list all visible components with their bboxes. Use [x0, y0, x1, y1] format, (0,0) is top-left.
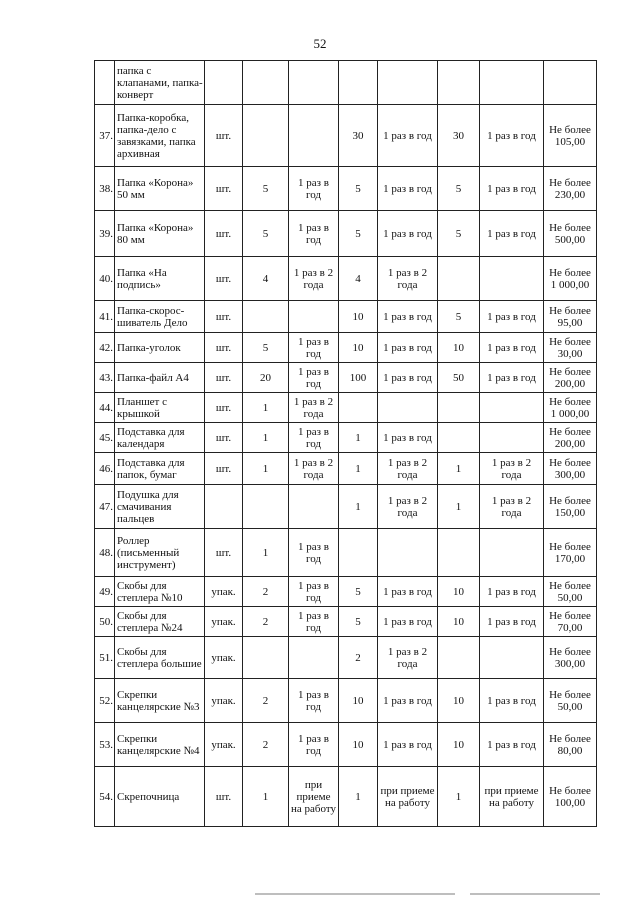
frequency-3: 1 раз в год [480, 333, 544, 363]
max-price: Не более 300,00 [544, 637, 597, 679]
row-number: 41. [95, 301, 115, 333]
item-name: Скрепочница [115, 767, 205, 827]
item-name: Папка-файл А4 [115, 363, 205, 393]
frequency-2: 1 раз в год [378, 679, 438, 723]
frequency-3: 1 раз в год [480, 211, 544, 257]
row-number: 46. [95, 453, 115, 485]
quantity-2: 10 [339, 301, 378, 333]
max-price: Не более 80,00 [544, 723, 597, 767]
quantity-1: 2 [243, 723, 289, 767]
max-price: Не более 200,00 [544, 363, 597, 393]
quantity-2: 10 [339, 679, 378, 723]
item-name: Подушка для смачивания пальцев [115, 485, 205, 529]
frequency-2 [378, 61, 438, 105]
frequency-2: при приеме на работу [378, 767, 438, 827]
row-number: 45. [95, 423, 115, 453]
frequency-1: 1 раз в год [289, 211, 339, 257]
frequency-1: 1 раз в год [289, 577, 339, 607]
unit: упак. [205, 637, 243, 679]
quantity-3 [438, 637, 480, 679]
row-number: 37. [95, 105, 115, 167]
row-number: 44. [95, 393, 115, 423]
quantity-1: 1 [243, 393, 289, 423]
frequency-3: 1 раз в год [480, 301, 544, 333]
table-row [95, 637, 597, 679]
frequency-3: 1 раз в год [480, 167, 544, 211]
row-number: 40. [95, 257, 115, 301]
unit: шт. [205, 211, 243, 257]
row-number [95, 61, 115, 105]
table-row [95, 607, 597, 637]
item-name: Папка «На подпись» [115, 257, 205, 301]
frequency-2: 1 раз в 2 года [378, 485, 438, 529]
max-price: Не более 230,00 [544, 167, 597, 211]
quantity-3 [438, 257, 480, 301]
page-number: 52 [313, 36, 327, 51]
frequency-3: 1 раз в год [480, 577, 544, 607]
max-price: Не более 1 000,00 [544, 257, 597, 301]
quantity-1: 2 [243, 577, 289, 607]
quantity-3: 1 [438, 485, 480, 529]
quantity-1: 1 [243, 453, 289, 485]
frequency-1: 1 раз в год [289, 363, 339, 393]
frequency-1: 1 раз в год [289, 679, 339, 723]
max-price: Не более 105,00 [544, 105, 597, 167]
frequency-1: 1 раз в год [289, 423, 339, 453]
quantity-2 [339, 393, 378, 423]
quantity-2: 5 [339, 167, 378, 211]
frequency-2 [378, 529, 438, 577]
quantity-3 [438, 529, 480, 577]
row-number: 53. [95, 723, 115, 767]
frequency-3: 1 раз в год [480, 363, 544, 393]
quantity-1: 5 [243, 167, 289, 211]
unit: шт. [205, 453, 243, 485]
max-price: Не более 1 000,00 [544, 393, 597, 423]
row-number: 38. [95, 167, 115, 211]
item-name: Подставка для календаря [115, 423, 205, 453]
frequency-1 [289, 61, 339, 105]
item-name: Папка «Корона» 50 мм [115, 167, 205, 211]
frequency-1: при приеме на работу [289, 767, 339, 827]
row-number: 54. [95, 767, 115, 827]
item-name: Папка «Корона» 80 мм [115, 211, 205, 257]
quantity-3: 10 [438, 577, 480, 607]
max-price: Не более 150,00 [544, 485, 597, 529]
max-price: Не более 300,00 [544, 453, 597, 485]
frequency-3 [480, 61, 544, 105]
quantity-3: 10 [438, 679, 480, 723]
row-number: 50. [95, 607, 115, 637]
frequency-3 [480, 637, 544, 679]
quantity-2: 1 [339, 423, 378, 453]
frequency-3: 1 раз в год [480, 105, 544, 167]
quantity-2: 30 [339, 105, 378, 167]
max-price: Не более 50,00 [544, 679, 597, 723]
item-name: Планшет с крышкой [115, 393, 205, 423]
quantity-1: 20 [243, 363, 289, 393]
frequency-3: 1 раз в год [480, 607, 544, 637]
frequency-3: при приеме на работу [480, 767, 544, 827]
quantity-1: 1 [243, 767, 289, 827]
max-price: Не более 50,00 [544, 577, 597, 607]
max-price: Не более 95,00 [544, 301, 597, 333]
unit: шт. [205, 105, 243, 167]
supplies-table [94, 60, 597, 827]
table-row [95, 723, 597, 767]
item-name: Скобы для степлера большие [115, 637, 205, 679]
row-number: 43. [95, 363, 115, 393]
frequency-2: 1 раз в год [378, 301, 438, 333]
unit: шт. [205, 767, 243, 827]
max-price: Не более 30,00 [544, 333, 597, 363]
item-name: Скрепки канцелярские №3 [115, 679, 205, 723]
frequency-1: 1 раз в 2 года [289, 257, 339, 301]
frequency-1: 1 раз в год [289, 167, 339, 211]
quantity-1 [243, 61, 289, 105]
table-row [95, 767, 597, 827]
row-number: 48. [95, 529, 115, 577]
frequency-3: 1 раз в год [480, 679, 544, 723]
quantity-2: 100 [339, 363, 378, 393]
frequency-2: 1 раз в год [378, 333, 438, 363]
quantity-2: 5 [339, 577, 378, 607]
table-row [95, 301, 597, 333]
quantity-1: 5 [243, 211, 289, 257]
quantity-3: 50 [438, 363, 480, 393]
quantity-1: 1 [243, 529, 289, 577]
quantity-3: 5 [438, 301, 480, 333]
table-row [95, 333, 597, 363]
quantity-3: 10 [438, 607, 480, 637]
item-name: папка с клапанами, папка-конверт [115, 61, 205, 105]
unit: упак. [205, 607, 243, 637]
frequency-1 [289, 637, 339, 679]
quantity-3: 10 [438, 333, 480, 363]
table-row [95, 105, 597, 167]
max-price: Не более 500,00 [544, 211, 597, 257]
item-name: Папка-скорос-шиватель Дело [115, 301, 205, 333]
frequency-2: 1 раз в год [378, 607, 438, 637]
max-price [544, 61, 597, 105]
item-name: Скрепки канцелярские №4 [115, 723, 205, 767]
unit: шт. [205, 423, 243, 453]
max-price: Не более 170,00 [544, 529, 597, 577]
quantity-3 [438, 393, 480, 423]
frequency-3 [480, 423, 544, 453]
unit: упак. [205, 679, 243, 723]
frequency-3: 1 раз в год [480, 723, 544, 767]
quantity-1 [243, 637, 289, 679]
quantity-2: 5 [339, 607, 378, 637]
quantity-1 [243, 301, 289, 333]
max-price: Не более 70,00 [544, 607, 597, 637]
quantity-1: 2 [243, 607, 289, 637]
frequency-1 [289, 105, 339, 167]
unit: шт. [205, 301, 243, 333]
quantity-2: 10 [339, 723, 378, 767]
unit: шт. [205, 393, 243, 423]
row-number: 39. [95, 211, 115, 257]
item-name: Подставка для папок, бумаг [115, 453, 205, 485]
quantity-3: 30 [438, 105, 480, 167]
unit [205, 61, 243, 105]
table-row [95, 211, 597, 257]
item-name: Папка-уголок [115, 333, 205, 363]
quantity-1 [243, 105, 289, 167]
frequency-3 [480, 257, 544, 301]
table-row [95, 679, 597, 723]
unit: шт. [205, 363, 243, 393]
quantity-3 [438, 61, 480, 105]
frequency-3 [480, 529, 544, 577]
unit: шт. [205, 167, 243, 211]
frequency-2: 1 раз в 2 года [378, 637, 438, 679]
frequency-2: 1 раз в год [378, 577, 438, 607]
frequency-1: 1 раз в год [289, 333, 339, 363]
scan-artifact-line [470, 893, 600, 895]
quantity-2: 1 [339, 767, 378, 827]
quantity-2: 2 [339, 637, 378, 679]
frequency-2: 1 раз в год [378, 423, 438, 453]
frequency-2 [378, 393, 438, 423]
quantity-1: 2 [243, 679, 289, 723]
table-row [95, 257, 597, 301]
row-number: 52. [95, 679, 115, 723]
frequency-1: 1 раз в 2 года [289, 453, 339, 485]
quantity-3: 10 [438, 723, 480, 767]
unit: упак. [205, 577, 243, 607]
scan-artifact-line [255, 893, 455, 895]
frequency-2: 1 раз в год [378, 105, 438, 167]
frequency-2: 1 раз в год [378, 167, 438, 211]
frequency-2: 1 раз в год [378, 363, 438, 393]
quantity-3: 1 [438, 453, 480, 485]
quantity-3 [438, 423, 480, 453]
frequency-1 [289, 485, 339, 529]
quantity-1: 4 [243, 257, 289, 301]
table-row [95, 61, 597, 105]
frequency-2: 1 раз в год [378, 211, 438, 257]
unit: упак. [205, 723, 243, 767]
quantity-1: 5 [243, 333, 289, 363]
table-row [95, 167, 597, 211]
quantity-2: 5 [339, 211, 378, 257]
unit: шт. [205, 333, 243, 363]
frequency-3: 1 раз в 2 года [480, 485, 544, 529]
table-row [95, 363, 597, 393]
frequency-2: 1 раз в 2 года [378, 453, 438, 485]
item-name: Скобы для степлера №10 [115, 577, 205, 607]
table-row [95, 485, 597, 529]
quantity-2: 1 [339, 485, 378, 529]
item-name: Скобы для степлера №24 [115, 607, 205, 637]
frequency-1 [289, 301, 339, 333]
quantity-1: 1 [243, 423, 289, 453]
table-row [95, 453, 597, 485]
frequency-2: 1 раз в 2 года [378, 257, 438, 301]
frequency-1: 1 раз в год [289, 723, 339, 767]
quantity-2 [339, 61, 378, 105]
max-price: Не более 100,00 [544, 767, 597, 827]
quantity-3: 5 [438, 211, 480, 257]
frequency-1: 1 раз в год [289, 529, 339, 577]
unit: шт. [205, 257, 243, 301]
quantity-2: 4 [339, 257, 378, 301]
quantity-1 [243, 485, 289, 529]
table-row [95, 393, 597, 423]
unit [205, 485, 243, 529]
table-row [95, 423, 597, 453]
quantity-3: 1 [438, 767, 480, 827]
frequency-1: 1 раз в 2 года [289, 393, 339, 423]
item-name: Роллер (письменный инструмент) [115, 529, 205, 577]
frequency-3 [480, 393, 544, 423]
quantity-2: 1 [339, 453, 378, 485]
row-number: 42. [95, 333, 115, 363]
row-number: 49. [95, 577, 115, 607]
max-price: Не более 200,00 [544, 423, 597, 453]
table-row [95, 529, 597, 577]
unit: шт. [205, 529, 243, 577]
row-number: 51. [95, 637, 115, 679]
row-number: 47. [95, 485, 115, 529]
quantity-3: 5 [438, 167, 480, 211]
frequency-3: 1 раз в 2 года [480, 453, 544, 485]
item-name: Папка-коробка, папка-дело с завязками, папка архивная [115, 105, 205, 167]
frequency-1: 1 раз в год [289, 607, 339, 637]
quantity-2: 10 [339, 333, 378, 363]
frequency-2: 1 раз в год [378, 723, 438, 767]
quantity-2 [339, 529, 378, 577]
table-row [95, 577, 597, 607]
